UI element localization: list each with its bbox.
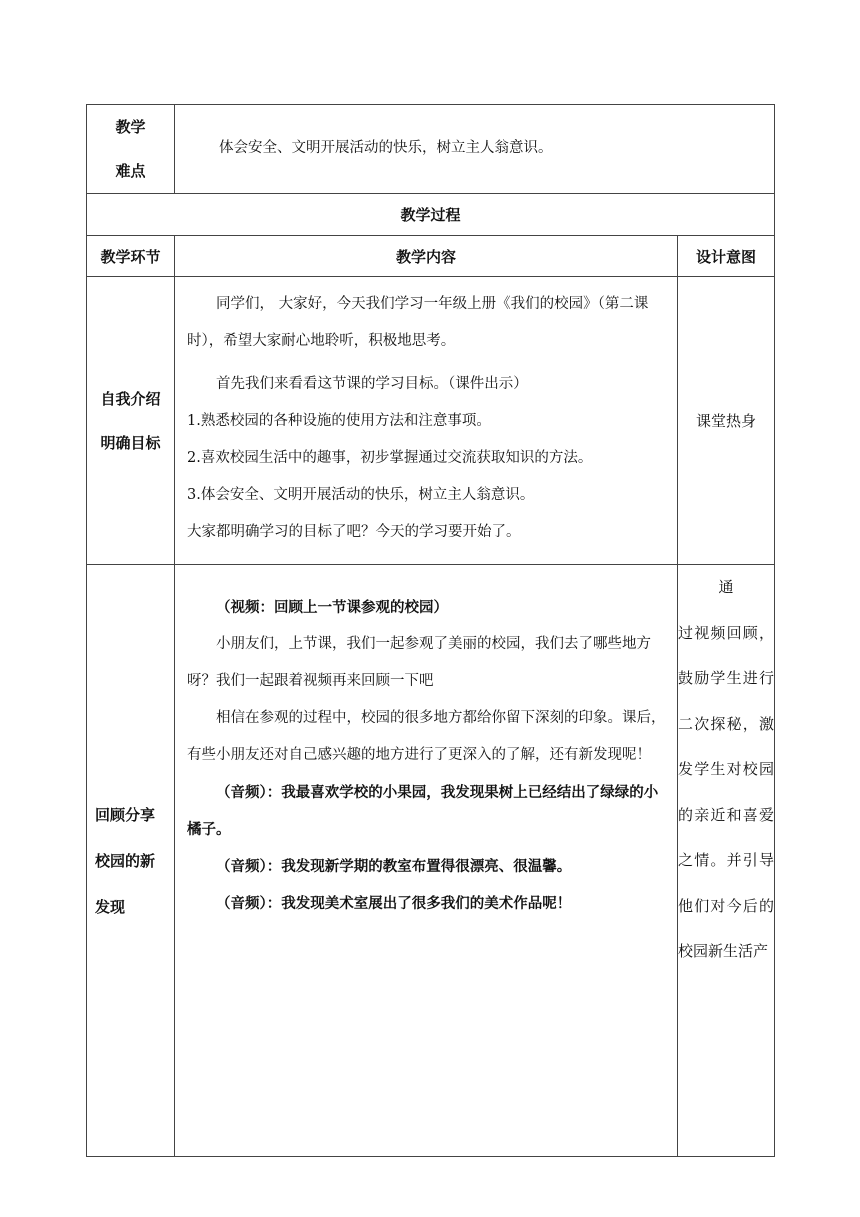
content-line: 相信在参观的过程中，校园的很多地方都给你留下深刻的印象。课后，有些小朋友还对自己感兴趣的地方进行了更深入的了解，还有新发现呢！: [187, 710, 666, 763]
intent-text: 过视频回顾，鼓励学生进行二次探秘，激发学生对校园的亲近和喜爱之情。并引导他们对今后的校园新生活产: [678, 623, 774, 960]
difficulty-text: 体会安全、文明开展活动的快乐，树立主人翁意识。: [219, 139, 553, 156]
content-cell: [175, 277, 678, 565]
lesson-plan-table: [86, 104, 775, 1157]
difficulty-label: 教学 难点: [115, 118, 146, 180]
column-header-row: [87, 236, 775, 277]
content-body: [175, 284, 677, 557]
content-line: 1.熟悉校园的各种设施的使用方法和注意事项。: [187, 413, 491, 429]
column-header-intent: 设计意图: [678, 236, 775, 277]
process-title-row: [87, 194, 775, 236]
intent-text-first: 通: [718, 578, 734, 596]
stage-cell: [87, 565, 175, 1157]
intent-cell: 课堂热身: [678, 277, 775, 565]
content-line: 首先我们来看看这节课的学习目标。（课件出示）: [216, 376, 528, 392]
content-line: （视频：回顾上一节课参观的校园）: [216, 599, 448, 616]
content-line: 小朋友们，上节课，我们一起参观了美丽的校园，我们去了哪些地方呀？我们一起跟着视频再来回顾一下吧: [187, 636, 651, 689]
stage-cell: [87, 277, 175, 565]
column-header-stage: 教学环节: [87, 236, 175, 277]
column-header-content: 教学内容: [175, 236, 678, 277]
content-line: 2.喜欢校园生活中的趣事，初步掌握通过交流获取知识的方法。: [187, 450, 593, 466]
content-line: 同学们， 大家好，今天我们学习一年级上册《我们的校园》（第二课时），希望大家耐心地聆听，积极地思考。: [187, 296, 649, 349]
intent-cell: [678, 565, 775, 1157]
content-body: [175, 565, 677, 928]
stage-label: 回顾分享 校园的新 发现: [95, 805, 156, 916]
difficulty-text-cell: [175, 105, 775, 194]
difficulty-label-cell: [87, 105, 175, 194]
content-line: 大家都明确学习的目标了吧？今天的学习要开始了。: [187, 524, 521, 540]
content-line: （音频）：我发现美术室展出了很多我们的美术作品呢！: [216, 895, 572, 912]
difficulty-row: [87, 105, 775, 194]
process-title: 教学过程: [87, 194, 775, 236]
stage-label: 自我介绍 明确目标: [100, 389, 161, 452]
content-line: 3.体会安全、文明开展活动的快乐，树立主人翁意识。: [187, 487, 535, 503]
table-row: [87, 565, 775, 1157]
table-row: [87, 277, 775, 565]
content-cell: [175, 565, 678, 1157]
content-line: （音频）：我发现新学期的教室布置得很漂亮、很温馨。: [216, 858, 572, 875]
content-line: （音频）：我最喜欢学校的小果园，我发现果树上已经结出了绿绿的小橘子。: [187, 784, 659, 838]
